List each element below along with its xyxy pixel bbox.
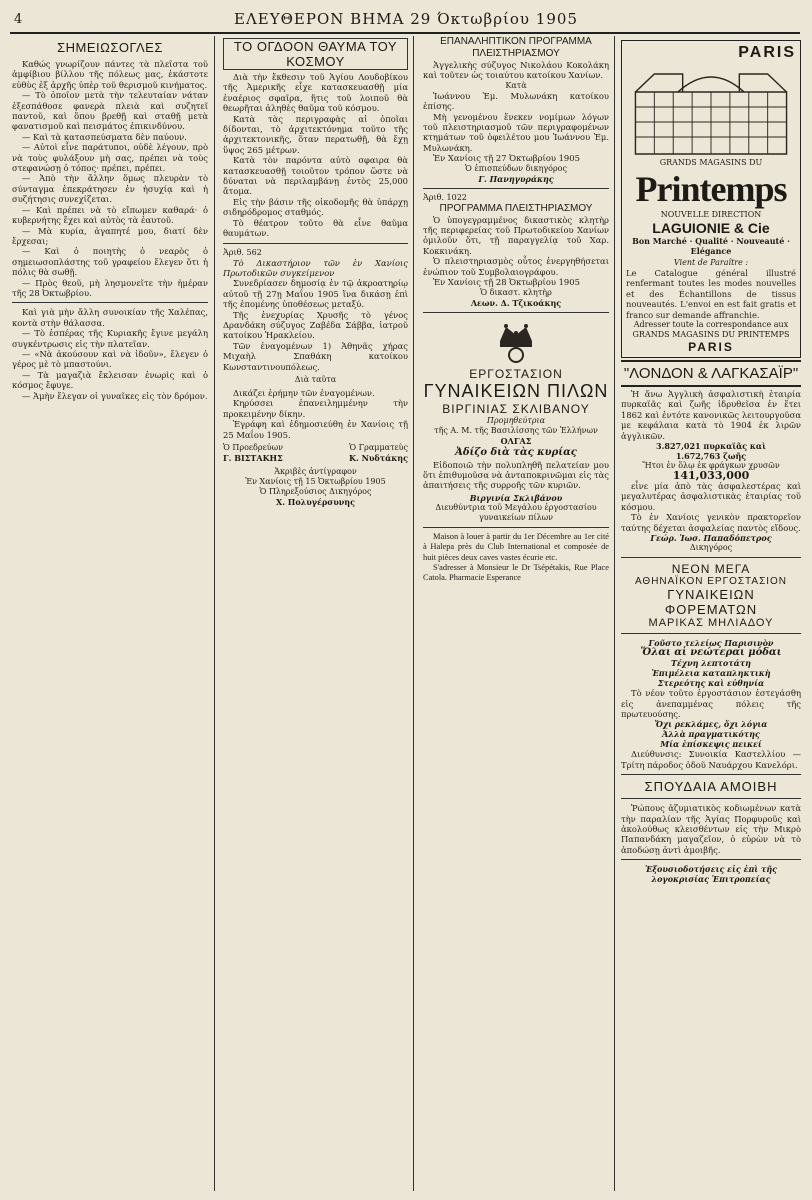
- factory-ad-sign-sub: Διευθύντρια τοῦ Μεγάλου ἐργοστασίου γυναικείων πίλων: [435, 502, 597, 522]
- col3-heading2: ΠΡΟΓΡΑΜΜΑ ΠΛΕΙΣΤΗΡΙΑΣΜΟΥ: [439, 202, 593, 214]
- col3-para: Κατὰ: [505, 80, 527, 90]
- col3-para: Ἐν Χανίοις τῇ 27 Ὀκτωβρίου 1905: [433, 153, 580, 164]
- cert-role: Ὁ Πληρεξούσιος Δικηγόρος: [259, 487, 372, 496]
- factory-ad-sign: Βιργινία Σκλιβάνου: [469, 492, 563, 503]
- london-para: Ἡ ἄνω Ἀγγλικὴ ἀσφαλιστικὴ ἑταιρία πυρκαϊᾶς καὶ ζωῆς ἱδρυθεῖσα ἐν ἔτει 1862 καὶ ἐντότε κανονικῶς λειτουργοῦσα με κεφάλαια κατὰ τὸ 1904 ἐκ λιρῶν ἀγγλικῶν.: [621, 389, 801, 441]
- neon-gynaikeion: ΓΥΝΑΙΚΕΙΩΝ ΦΟΡΕΜΑΤΩΝ: [664, 587, 758, 618]
- col1-para: — Αὐτοὶ εἶνε παράτυποι, οὐδὲ λέγουν, πρὸ νὰ τοὺς φυλάξουν μὴ σας, πρέπει νὰ τοὺς στεφανώσῃ ὁ τόπος· πρέπει, πρέπει.: [12, 142, 208, 174]
- col3-para2: Ἐν Χανίοις τῇ 28 Ὀκτωβρίου 1905: [433, 277, 580, 288]
- printemps-paris-footer: PARIS: [688, 340, 734, 355]
- neon-body: Τὸ νέον τοῦτο ἐργοστάσιον ἐστεγάσθη εἰς ἀνεπαμμένας πόλεις τῆς πρωτευούσης.: [621, 688, 801, 719]
- col1-para: — Καὶ ὁ ποιητὴς ὁ νεαρὸς ὁ σημειωσοπλάστης τοῦ γραφείου ἔλεγεν ὅτι ἡ πόλις θὰ σωθῇ.: [12, 246, 208, 278]
- london-life-amount: 1.672,763 ζωῆς: [675, 451, 747, 462]
- col1-para: — Πρὸς θεοῦ, μὴ λησμονεῖτε τὴν ἡμέραν τῆς 28 Ὀκτωβρίου.: [12, 277, 208, 298]
- column-3: [418, 36, 615, 1191]
- signature-names: [223, 453, 408, 463]
- london-para: Τὸ ἐν Χανίοις γενικὸν πρακτορεῖον ταύτης δέχεται ἀσφαλείας παντὸς εἴδους.: [621, 512, 801, 533]
- printemps-nouvelle: NOUVELLE DIRECTION: [660, 210, 762, 219]
- department-store-illustration-icon: [626, 62, 796, 158]
- col2-heading: ΤΟ ΟΓΔΟΟΝ ΘΑΥΜΑ ΤΟΥ ΚΟΣΜΟΥ: [223, 38, 408, 70]
- factory-ad-sub2: τῆς Α. Μ. τῆς Βασιλίσσης τῶν Ἑλλήνων: [434, 425, 598, 435]
- neon-athinaikon: ΑΘΗΝΑΪΚΟΝ ΕΡΓΟΣΤΑΣΙΟΝ: [634, 576, 788, 588]
- masthead-title: ΕΛΕΥΘΕΡΟΝ ΒΗΜΑ 29 Όκτωβρίου 1905: [234, 10, 578, 28]
- col1-para: — Καὶ τὰ κατασπεύσματα δὲν παύουν.: [22, 131, 187, 142]
- printemps-advert: [621, 40, 801, 358]
- spoudaia-heading: ΣΠΟΥΔΑΙΑ ΑΜΟΙΒΗ: [644, 779, 778, 795]
- london-para: εἶνε μία ἀπὸ τὰς ἀσφαλεστέρας καὶ μεγαλυτέρας ἀσφαλιστικὰς ἑταιρίας τοῦ κόσμου.: [621, 481, 801, 512]
- sign-right-role: Ὁ Γραμματεὺς: [349, 443, 408, 452]
- col3-para: Μὴ γενομένου ἕνεκεν νομίμων λόγων τοῦ πλειστηριασμοῦ τῶν περιγραφομένων κτημάτων τοῦ ὀφειλέτου μου Ἰωάννου Ἐμ. Μυλωνάκη.: [423, 111, 609, 153]
- neon-heading: ΝΕΟΝ ΜΕΓΑ: [671, 562, 751, 577]
- printemps-title: Printemps: [635, 169, 787, 209]
- col3-para2: Ὁ ὑπογεγραμμένος δικαστικὸς κλητὴρ τῆς περιφερείας τοῦ Πρωτοδικείου Χανίων ὁμιλοῦν ὅτι, τῇ παραγγελίᾳ τοῦ Χαρ. Κοκκινάκη.: [423, 214, 609, 256]
- col2-para: Εἰς τὴν βάσιν τῆς οἰκοδομῆς θὰ ὑπάρχῃ σιδηρόδρομος σταθμός.: [223, 196, 408, 218]
- col1-para: Καὶ γιὰ μὴν ἄλλη συνοικίαν τῆς Χαλέπας, κοντὰ στὴν θάλασσα.: [12, 307, 208, 328]
- notice-subheading: Διὰ ταῦτα: [294, 374, 337, 384]
- col2-para: Κατὰ τὰς περιγραφὰς αἱ ὁποῖαι δίδονται, τὸ ἀρχιτεκτόνημα τοῦτο τῆς ἀρχιτεκτονικῆς, ὅταν περατωθῇ, θὰ ἔχῃ ὕψος 265 μέτρων.: [223, 113, 408, 155]
- spoudaia-body: Ῥώπους ἀζυμιατικὸς κοδιωμένων κατὰ τὴν παραλίαν τῆς Ἁγίας Πορφυροῦς καὶ ἀκολούθως κλεισθέντων εἰς τὴν Μικρὸ Παπανδάκη μαγαζεῖον, ὁ εὑρὼν νὰ τὸ ἀποδώσῃ ἀντὶ ἀμοιβῆς.: [621, 803, 801, 855]
- french-notice: Maison à louer à partir du 1er Décembre au 1er cité à Halepa près du Club International et composée de huit pièces deux caves vastes écurie etc.: [423, 531, 609, 562]
- neon-olai: Ὅλαι αἱ νεώτεραι μόδαι: [640, 647, 782, 659]
- printemps-adresser: Adresser toute la correspondance aux GRANDS MAGASINS DU PRINTEMPS: [632, 320, 790, 340]
- notice-intro: Τὸ Δικαστήριον τῶν ἐν Χανίοις Πρωτοδικῶν συγκείμενον: [223, 257, 408, 278]
- col1-para: — Ἀπὸ τὴν ἄλλην ὅμως πλευρὰν τὸ σύνταγμα ἐπεκράτησεν ἐν ἡσυχίᾳ καὶ ἡ συζήτησις συνεχίζεται.: [12, 173, 208, 205]
- neon-alla: Ἀλλὰ πραγματικότης: [662, 729, 760, 740]
- printemps-saison: Vient de Paraître :: [673, 258, 749, 267]
- printemps-catalogue: Le Catalogue général illustré renfermant toutes les modes nouvelles et des Échantillons de tissus nouveautés. L'envoi en est fait gratis et franco sur demande affranchie.: [626, 268, 796, 320]
- neon-texni: Τέχνη λεπτοτάτη: [670, 658, 751, 669]
- factory-ad-body: Εἰδοποιῶ τὴν πολυπληθῆ πελατείαν μου ὅτι ἐπιθυμοῦσα νὰ ἀνταποκρινῶμαι εἰς τὰς ἀπαιτήσεις τῆς συρροῆς τῶν κυριῶν.: [423, 459, 610, 491]
- top-rule: [10, 32, 800, 34]
- london-sign: Γεώρ. Ἰωσ. Παπαδόπετρος: [650, 533, 772, 544]
- crown-emblem-icon: [492, 317, 540, 365]
- col3-name1: Γ. Πανηγυράκης: [478, 173, 554, 184]
- col1-para: — Τὸ ἑσπέρας τῆς Κυριακῆς ἔγινε μεγάλη συγκέντρωσις εἰς τὴν πλατεῖαν.: [12, 328, 208, 349]
- printemps-grands: GRANDS MAGASINS DU: [659, 158, 763, 167]
- col1-para: — Τὸ ὁποῖον μετὰ τὴν τελευταίαν νάταν ἐξεσπάθοσε φανερὰ πλειὰ καὶ συζητεῖ παντοῦ, καὶ ὅπου βρεθῇ καὶ σταθῇ μετὰ φανατισμοῦ καὶ πεισμάτος ἐπικινδύνου.: [12, 90, 208, 132]
- col1-para: — «Νὰ ἀκούσουν καὶ νὰ ἰδοῦν», ἔλεγεν ὁ γέρος μὲ τὸ μπαστούνι.: [12, 348, 208, 370]
- column-4: [618, 36, 804, 1191]
- printemps-laguionie: LAGUIONIE & Cie: [652, 220, 770, 236]
- notice-sub-para: Κηρύσσει ἐπανειλημμένην τὴν προκειμένην δίκην.: [223, 398, 408, 419]
- neon-oxi: Ὄχι ρεκλάμες, ὄχι λόγια: [654, 719, 768, 730]
- notice-sub-para: Δικάζει ἐρήμην τῶν ἐναγομένων.: [233, 387, 375, 398]
- notice-sub-para: Ἐγράφη καὶ ἐδημοσιεύθη ἐν Χανίοις τῇ 25 Μαΐου 1905.: [223, 419, 408, 440]
- col3-sign2: Ὁ δικαστ. κλητὴρ: [480, 287, 552, 297]
- col2-para: Διὰ τὴν ἔκθεσιν τοῦ Ἁγίου Λουδοβίκου τῆς Ἀμερικῆς εἶχε κατασκευασθῇ μία ἐναέριος σφαῖρα, ἥτις τοῦ λοιποῦ θὰ θεωρῆται ἀληθὲς θαῦμα τοῦ κόσμου.: [223, 72, 408, 114]
- col1-para: Καθώς γνωρίζουν πάντες τὰ πλεῖστα τοῦ ἀμφίβιου βίλλου τῆς πόλεως μας, ἑκάστοτε εὐθὺς ἐξ ἀρχῆς ὑπὲρ τοῦ θερισμοῦ κινήματος.: [12, 59, 208, 90]
- factory-ad-sub1: Προμηθεύτρια: [486, 415, 546, 425]
- col4-divider: [621, 774, 801, 775]
- col4-divider: [621, 798, 801, 799]
- cert-line: Ἀκριβὲς ἀντίγραφον: [274, 467, 357, 476]
- neon-epimeleia: Ἐπιμέλεια καταπληκτικὴ: [651, 668, 771, 679]
- factory-ad-title: ΓΥΝΑΙΚΕΙΩΝ ΠΙΛΩΝ: [423, 380, 609, 401]
- col3-name2: Λεων. Δ. Τζικοάκης: [470, 297, 562, 308]
- london-lancashire-heading: "ΛΟΝΔΟΝ & ΛΑΓΚΑΣΑΪΡ": [621, 360, 801, 387]
- printemps-bon-marche: Bon Marché · Qualité · Nouveauté · Elégance: [632, 236, 790, 256]
- printemps-paris-label: PARIS: [738, 44, 796, 61]
- london-role: Δικηγόρος: [689, 543, 733, 553]
- factory-ad-heading: ΕΡΓΟΣΤΑΣΙΟΝ: [469, 366, 563, 381]
- london-total: 141,033,000: [672, 469, 750, 483]
- column-1: [10, 36, 215, 1191]
- page-number: 4: [14, 12, 23, 27]
- factory-ad-sub3: ΟΛΓΑΣ: [500, 435, 532, 446]
- factory-ad-owner: ΒΙΡΓΙΝΙΑΣ ΣΚΛΙΒΑΝΟΥ: [442, 401, 590, 416]
- factory-ad-motto: Ἀδίζο διὰ τὰς κυρίας: [455, 446, 577, 458]
- col3-heading1: ΕΠΑΝΑΛΗΠΤΙΚΟΝ ΠΡΟΓΡΑΜΜΑ ΠΛΕΙΣΤΗΡΙΑΣΜΟΥ: [440, 36, 592, 59]
- col3-divider: [423, 188, 609, 189]
- col3-para: Ἰωάννου Ἐμ. Μυλωνάκη κατοίκου ἐπίσης.: [423, 90, 609, 112]
- col4-divider: [621, 557, 801, 558]
- cert-date: Ἐν Χανίοις τῇ 15 Ὀκτωβρίου 1905: [245, 477, 386, 486]
- sign-left-name: Γ. ΒΙΣΤΑΚΗΣ: [223, 453, 283, 463]
- spoudaia-last: Ἐξουσιοδοτήσεις εἰς ἐπὶ τῆς λογοκρισίας Ἐπιτροπείας: [644, 864, 778, 885]
- london-para: Ἤτοι ἐν ὅλῳ ἐκ φράγκων χρυσῶν: [642, 461, 780, 471]
- col2-para: Τὸ θέατρον τοῦτο θὰ εἶνε θαῦμα θαυμάτων.: [223, 217, 408, 239]
- notice-para: Τῆς ἐνεχυρίας Χρυσῆς τὸ γένος Δρανδάκη σύζυγος Ζαβέδα Σάββα, ἰατροῦ κατοίκου Ἡρακλείου.: [223, 309, 408, 341]
- col3-num2: Ἀριθ. 1022: [423, 192, 467, 202]
- neon-marikas: ΜΑΡΙΚΑΣ ΜΗΛΙΑΔΟΥ: [648, 617, 774, 630]
- col1-para: — Μὰ κυρία, ἀγαπητέ μου, διατί δὲν ἔρχεσαι;: [12, 225, 208, 246]
- neon-stereotis: Στερεότης καὶ εὐθηνία: [657, 678, 765, 689]
- notice-para: Τῶν ἐναγομένων 1) Ἀθηνᾶς χήρας Μιχαὴλ Σπαθάκη κατοίκου Κωνσταντινουπόλεως.: [223, 340, 408, 372]
- col1-para: — Τὰ μαγαζιὰ ἔκλεισαν ἐνωρὶς καὶ ὁ κόσμος ἔφυγε.: [12, 369, 208, 391]
- column-2: [218, 36, 414, 1191]
- col1-heading: ΣΗΜΕΙΩΣΟΓΛΕΣ: [57, 40, 163, 55]
- col3-para: Ἀγγελικὴς σύζυγος Νικολάου Κοκολάκη καὶ τοῦτεν ὡς τοιαύτου κατοίκου Χανίων.: [423, 60, 609, 81]
- signature-row: [223, 443, 408, 453]
- neon-mia: Μία ἐπίσκεψις πεικεί: [660, 739, 762, 750]
- neon-goust: Γοῦστο τελείως Παρισινὸν: [648, 638, 774, 649]
- london-fire-amount: 3.827,021 πυρκαϊᾶς καὶ: [656, 441, 766, 452]
- col4-divider: [621, 633, 801, 634]
- col1-para: — Καὶ πρέπει νὰ τὸ εἴπωμεν καθαρά· ὁ κυβερνήτης ἔχει καὶ αὐτὸς τὰ ἑαυτοῦ.: [12, 204, 208, 226]
- col2-divider: [223, 243, 408, 244]
- notice-para: Συνεδρίασεν δημοσίᾳ ἐν τῷ ἀκροατηρίῳ αὐτοῦ τῇ 27ῃ Μαΐου 1905 ἵνα δικάσῃ ἐπὶ τῆς ἑπομένης ὑποθέσεως μεταξύ.: [223, 278, 408, 310]
- col1-divider: [12, 302, 208, 303]
- col3-divider: [423, 527, 609, 528]
- col3-sign1: Ὁ ἐπισπεύδων δικηγόρος: [465, 163, 567, 173]
- neon-dieuth: Διεύθυνσις: Συνοικία Καστελλίου — Τρίτη πάροδος ὁδοῦ Ναυάρχου Κανελόρι.: [621, 749, 801, 770]
- cert-name: Χ. Πολυγέρσυνης: [276, 497, 355, 507]
- col4-divider: [621, 859, 801, 860]
- col1-para: — Ἀμὴν ἔλεγαν οἱ γυναῖκες εἰς τὸν δρόμον.: [22, 390, 208, 401]
- sign-right-name: Κ. Νυδτάκης: [349, 453, 408, 463]
- col1-body: [12, 59, 208, 401]
- notice-number: Ἀριθ. 562: [223, 247, 262, 257]
- sign-left-role: Ὁ Προεδρεύων: [223, 443, 283, 452]
- col3-para2: Ὁ πλειστηριασμὸς οὗτος ἐνεργηθήσεται ἐνώπιον τοῦ Συμβολαιογράφου.: [423, 256, 609, 277]
- col3-divider: [423, 312, 609, 313]
- french-notice: S'adresser à Monsieur le Dr Tsépétakis, Rue Place Catola. Pharmacie Esperance: [423, 562, 609, 583]
- col2-para: Κατὰ τὸν παρόντα αὐτὸ σφαιρα θὰ κατασκευασθῇ τοιοῦτον τρόπον ὥστε νὰ δύναται νὰ περιλαμβάνῃ ἐντὸς 25,000 ἄτομα.: [223, 155, 408, 197]
